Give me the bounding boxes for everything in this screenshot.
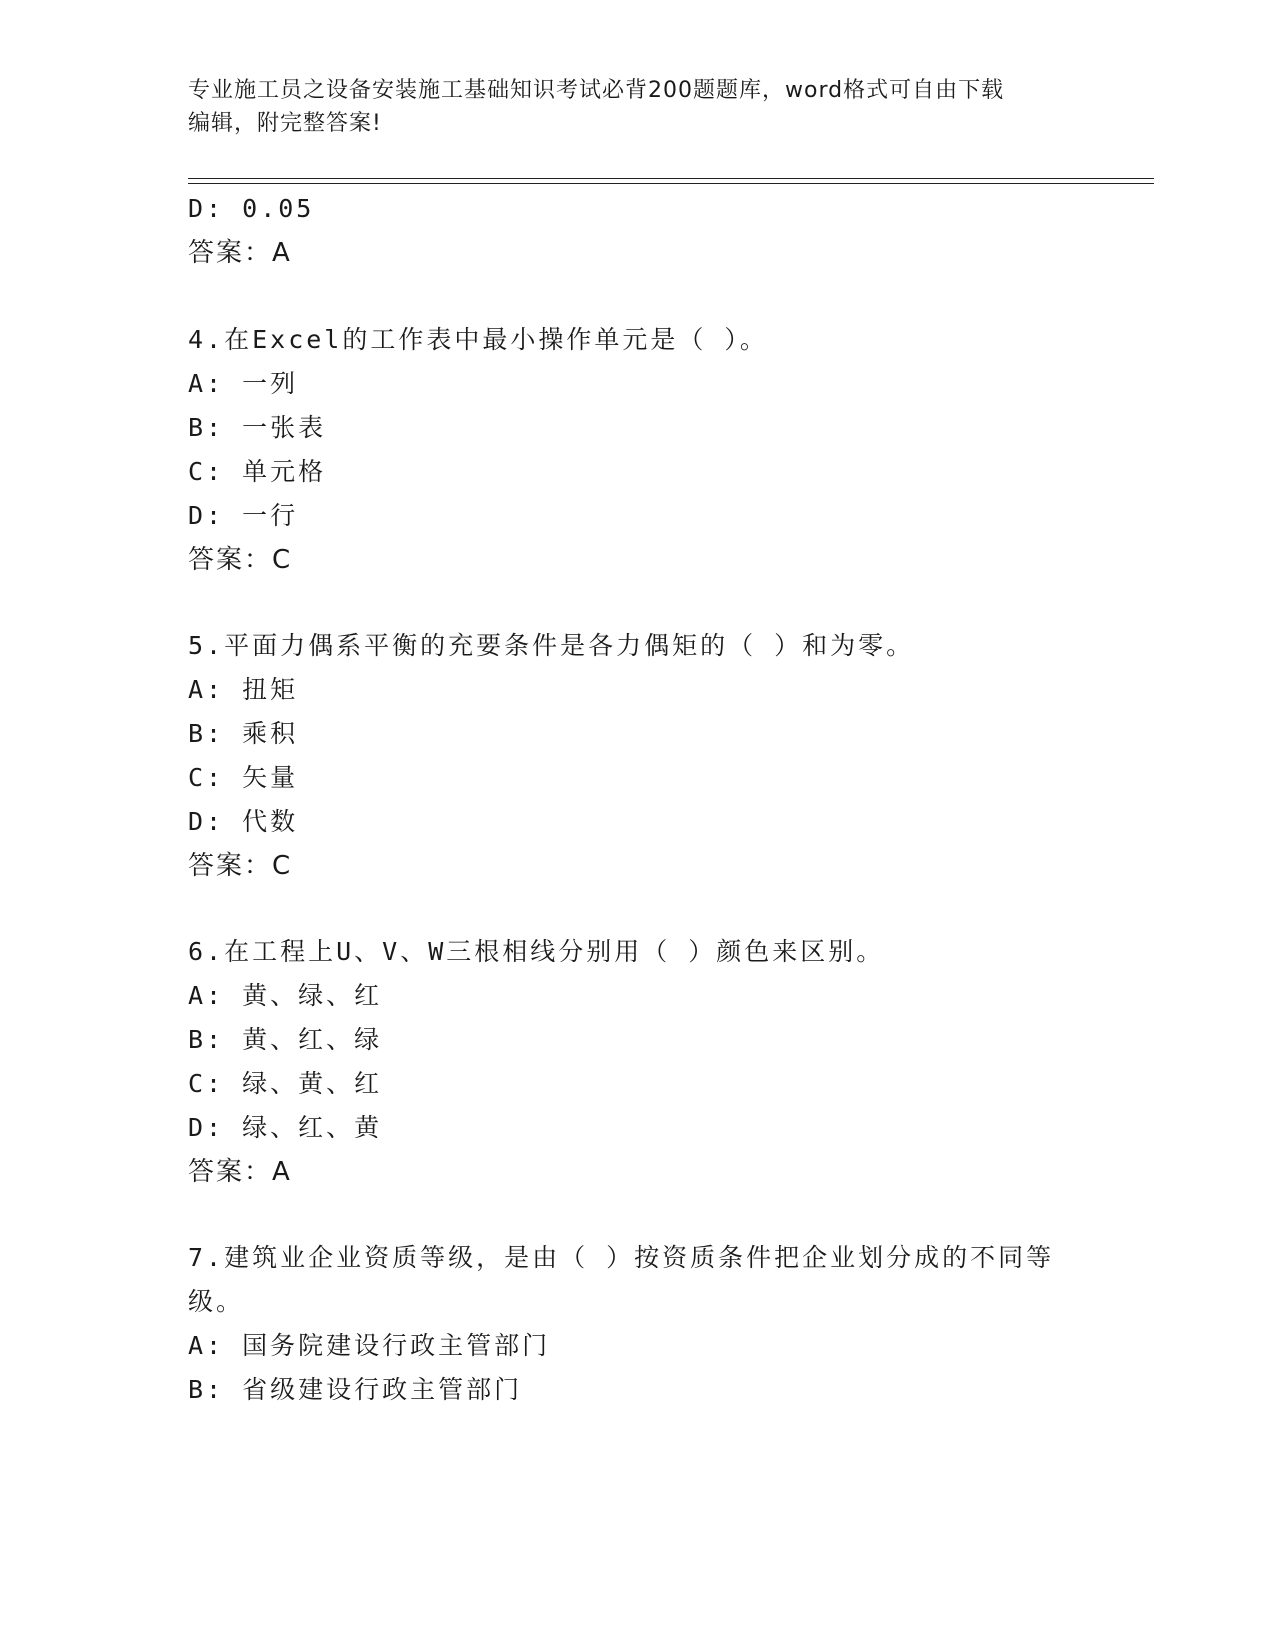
question-4-option-d: D: 一行 xyxy=(188,501,299,530)
header-divider-bottom xyxy=(188,183,1154,184)
question-7-option-b: B: 省级建设行政主管部门 xyxy=(188,1375,523,1404)
question-4-option-b: B: 一张表 xyxy=(188,413,327,442)
question-5-option-b: B: 乘积 xyxy=(188,719,299,748)
prev-option-d: D: 0.05 xyxy=(188,194,315,223)
question-4-stem: 4.在Excel的工作表中最小操作单元是（ ）。 xyxy=(188,325,768,354)
question-6-option-b: B: 黄、红、绿 xyxy=(188,1025,383,1054)
question-6-option-d: D: 绿、红、黄 xyxy=(188,1113,383,1142)
header-divider-top xyxy=(188,178,1154,179)
question-7-option-a: A: 国务院建设行政主管部门 xyxy=(188,1331,551,1360)
question-7-stem-line-1: 7.建筑业企业资质等级，是由（ ）按资质条件把企业划分成的不同等 xyxy=(188,1243,1055,1272)
prev-answer: 答案：A xyxy=(188,238,292,268)
question-5-option-c: C: 矢量 xyxy=(188,763,299,792)
question-6-answer: 答案：A xyxy=(188,1157,292,1187)
question-4-option-c: C: 单元格 xyxy=(188,457,327,486)
question-4-option-a: A: 一列 xyxy=(188,369,299,398)
question-5-option-d: D: 代数 xyxy=(188,807,299,836)
question-4-answer: 答案：C xyxy=(188,545,293,575)
header-line-2: 编辑，附完整答案! xyxy=(188,111,382,136)
document-header xyxy=(188,74,1068,140)
question-7-stem-line-2: 级。 xyxy=(188,1287,245,1316)
header-line-1: 专业施工员之设备安装施工基础知识考试必背200题题库，word格式可自由下载 xyxy=(188,78,1005,103)
question-6-option-a: A: 黄、绿、红 xyxy=(188,981,383,1010)
question-6-option-c: C: 绿、黄、红 xyxy=(188,1069,383,1098)
question-5-stem: 5.平面力偶系平衡的充要条件是各力偶矩的（ ）和为零。 xyxy=(188,631,915,660)
question-6-stem: 6.在工程上U、V、W三根相线分别用（ ）颜色来区别。 xyxy=(188,937,885,966)
question-5-option-a: A: 扭矩 xyxy=(188,675,299,704)
question-5-answer: 答案：C xyxy=(188,851,293,881)
